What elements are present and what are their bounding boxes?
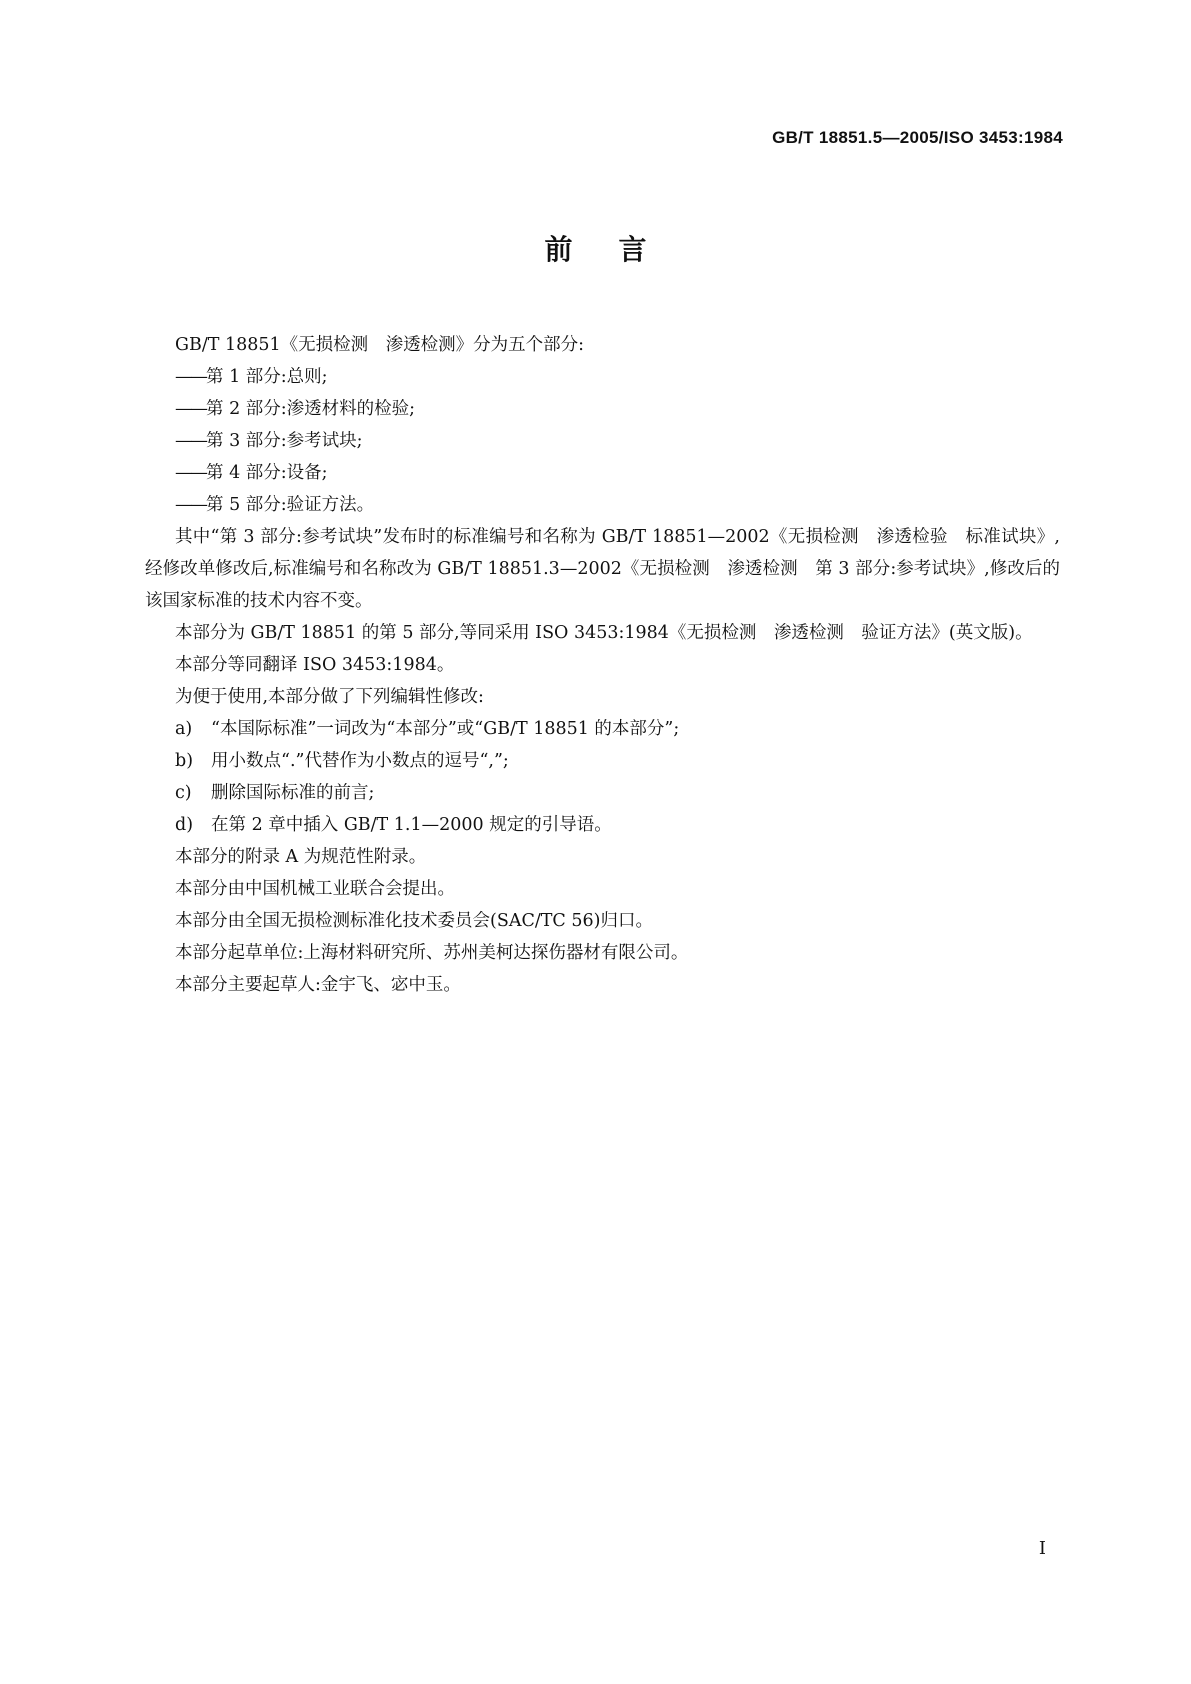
edit-item: c) 删除国际标准的前言;: [175, 783, 375, 803]
edit-item: b) 用小数点“.”代替作为小数点的逗号“,”;: [175, 751, 509, 771]
list-item: ——第 2 部分:渗透材料的检验;: [175, 399, 416, 419]
foreword-body: [145, 329, 1060, 1001]
list-item: ——第 4 部分:设备;: [175, 463, 328, 483]
paragraph-proposer: 本部分由中国机械工业联合会提出。: [175, 879, 455, 899]
list-item: ——第 3 部分:参考试块;: [175, 431, 363, 451]
paragraph-appendix: 本部分的附录 A 为规范性附录。: [175, 847, 427, 867]
edit-item: d) 在第 2 章中插入 GB/T 1.1—2000 规定的引导语。: [175, 815, 612, 835]
list-item: ——第 1 部分:总则;: [175, 367, 328, 387]
paragraph-translation: 本部分等同翻译 ISO 3453:1984。: [175, 655, 455, 675]
paragraph-adoption: 本部分为 GB/T 18851 的第 5 部分,等同采用 ISO 3453:1984《无损检测 渗透检测 验证方法》(英文版)。: [175, 623, 1033, 643]
page-title: 前言: [544, 233, 693, 266]
paragraph-edits-intro: 为便于使用,本部分做了下列编辑性修改:: [175, 687, 484, 707]
standard-code: GB/T 18851.5—2005/ISO 3453:1984: [772, 128, 1063, 147]
paragraph-part3-note: 其中“第 3 部分:参考试块”发布时的标准编号和名称为 GB/T 18851—2002《无损检测 渗透检验 标准试块》,经修改单修改后,标准编号和名称改为 GB/T 18851.3—2002《无损检测 渗透检测 第 3 部分:参考试块》,修改后的该国家标准的技术内容不变。: [145, 527, 1060, 611]
page-number: I: [1038, 1538, 1046, 1559]
edit-item: a) “本国际标准”一词改为“本部分”或“GB/T 18851 的本部分”;: [175, 719, 680, 739]
paragraph-drafting-units: 本部分起草单位:上海材料研究所、苏州美柯达探伤器材有限公司。: [175, 943, 689, 963]
list-item: ——第 5 部分:验证方法。: [175, 495, 375, 515]
intro-paragraph: GB/T 18851《无损检测 渗透检测》分为五个部分:: [175, 335, 585, 355]
paragraph-drafters: 本部分主要起草人:金宇飞、宓中玉。: [175, 975, 461, 995]
paragraph-owner: 本部分由全国无损检测标准化技术委员会(SAC/TC 56)归口。: [175, 911, 653, 931]
